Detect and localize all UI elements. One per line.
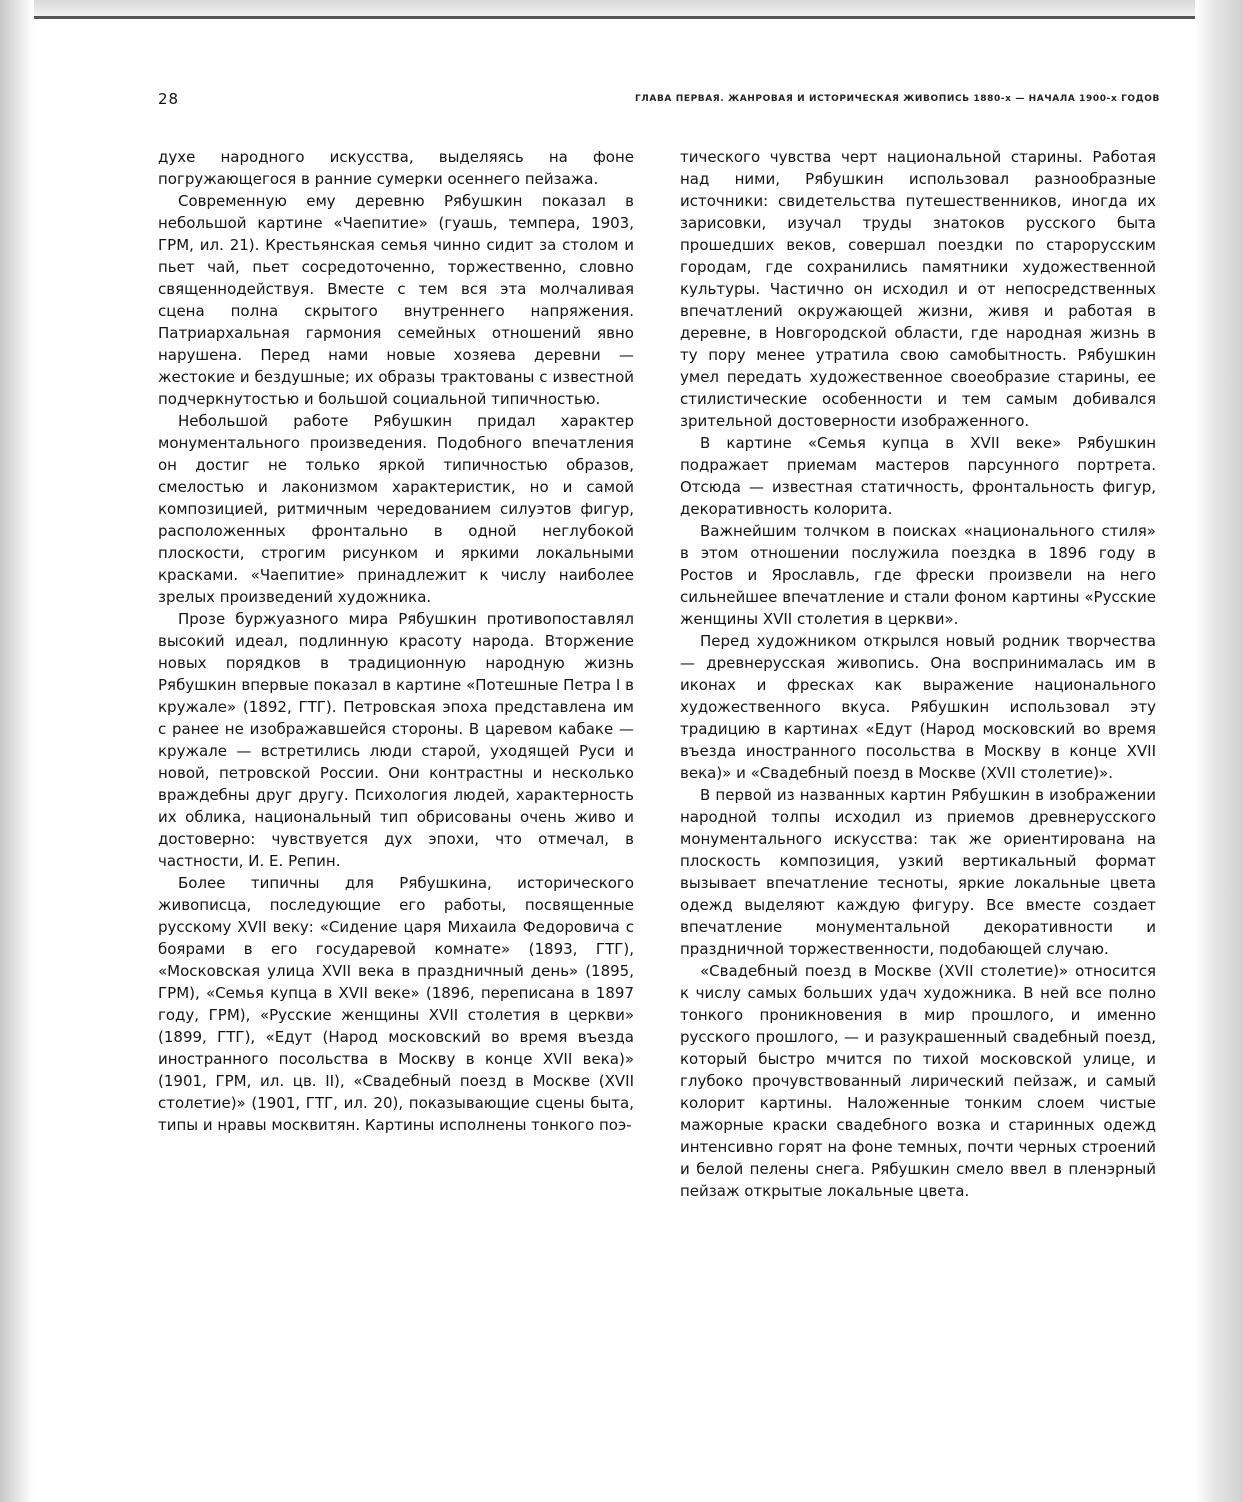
right-column [680,146,1156,1202]
paragraph: Более типичны для Рябушкина, исторического живописца, последующие его работы, посвященные русскому XVII веку: «Сидение царя Михаила Федоровича с боярами в его государевой комнате» (1893, ГТГ), «Московская улица XVII века в праздничный день» (1895, ГРМ), «Семья купца в XVII веке» (1896, переписана в 1897 году, ГРМ), «Русские женщины XVII столетия в церкви» (1899, ГТГ), «Едут (Народ московский во время въезда иностранного посольства в Москву в конце XVII века)» (1901, ГРМ, ил. цв. II), «Свадебный поезд в Москве (XVII столетие)» (1901, ГТГ, ил. 20), показывающие сцены быта, типы и нравы москвитян. Картины исполнены тонкого поэ- [158,874,634,1134]
running-head: ГЛАВА ПЕРВАЯ. ЖАНРОВАЯ И ИСТОРИЧЕСКАЯ ЖИВОПИСЬ 1880-х — НАЧАЛА 1900-х ГОДОВ [634,94,1160,104]
paragraph: духе народного искусства, выделяясь на фоне погружающегося в ранние сумерки осеннего пейзажа. [158,148,634,188]
paragraph: Важнейшим толчком в поисках «национального стиля» в этом отношении послужила поездка в 1896 году в Ростов и Ярославль, где фрески произвели на него сильнейшее впечатление и стали фоном картины «Русские женщины XVII столетия в церкви». [680,522,1156,628]
paragraph: В первой из названных картин Рябушкин в изображении народной толпы исходил из приемов древнерусского монументального искусства: так же ориентирована на плоскость композиция, узкий вертикальный формат вызывает впечатление тесноты, яркие локальные цвета одежд выделяют каждую фигуру. Все вместе создает впечатление монументальной декоративности и праздничной торжественности, подобающей случаю. [680,786,1156,958]
paragraph: Небольшой работе Рябушкин придал характер монументального произведения. Подобного впечатления он достиг не только яркой типичностью образов, смелостью и лаконизмом характеристик, но и самой композицией, ритмичным чередованием силуэтов фигур, расположенных фронтально в одной неглубокой плоскости, строгим рисунком и яркими локальными красками. «Чаепитие» принадлежит к числу наиболее зрелых произведений художника. [158,412,634,606]
paragraph: тического чувства черт национальной старины. Работая над ними, Рябушкин использовал разнообразные источники: свидетельства путешественников, иногда их зарисовки, изучал труды знатоков русского быта прошедших веков, совершал поездки по старорусским городам, где сохранились памятники художественной культуры. Частично он исходил и от непосредственных впечатлений окружающей жизни, живя и работая в деревне, в Новгородской области, где народная жизнь в ту пору менее утратила свою самобытность. Рябушкин умел передать художественное своеобразие старины, ее стилистические особенности и тем самым добивался зрительной достоверности изображенного. [680,148,1156,430]
paragraph: «Свадебный поезд в Москве (XVII столетие)» относится к числу самых больших удач художника. В ней все полно тонкого проникновения в мир прошлого, и именно русского прошлого, — и разукрашенный свадебный поезд, который быстро мчится по тихой московской улице, и глубоко прочувствованный лирический пейзаж, и самый колорит картины. Наложенные тонким слоем чистые мажорные краски свадебного возка и старинных одежд интенсивно горят на фоне темных, почти черных строений и белой пелены снега. Рябушкин смело ввел в пленэрный пейзаж открытые локальные цвета. [680,962,1156,1200]
paragraph: В картине «Семья купца в XVII веке» Рябушкин подражает приемам мастеров парсунного портрета. Отсюда — известная статичность, фронтальность фигур, декоративность колорита. [680,434,1156,518]
paragraph: Современную ему деревню Рябушкин показал в небольшой картине «Чаепитие» (гуашь, темпера, 1903, ГРМ, ил. 21). Крестьянская семья чинно сидит за столом и пьет чай, пьет сосредоточенно, торжественно, словно священнодействуя. Вместе с тем вся эта молчаливая сцена полна скрытого внутреннего напряжения. Патриархальная гармония семейных отношений явно нарушена. Перед нами новые хозяева деревни — жестокие и бездушные; их образы трактованы с известной подчеркнутостью и большой социальной типичностью. [158,192,634,408]
page-number: 28 [158,90,180,108]
paragraph: Перед художником открылся новый родник творчества — древнерусская живопись. Она воспринималась им в иконах и фресках как выражение национального художественного вкуса. Рябушкин использовал эту традицию в картинах «Едут (Народ московский во время въезда иностранного посольства в Москву в конце XVII века)» и «Свадебный поезд в Москве (XVII столетие)». [680,632,1156,782]
paragraph: Прозе буржуазного мира Рябушкин противопоставлял высокий идеал, подлинную красоту народа. Вторжение новых порядков в традиционную народную жизнь Рябушкин впервые показал в картине «Потешные Петра I в кружале» (1892, ГТГ). Петровская эпоха представлена им с ранее не изображавшейся стороны. В царевом кабаке — кружале — встретились люди старой, уходящей Руси и новой, петровской России. Они контрастны и несколько враждебны друг другу. Психология людей, характерность их облика, национальный тип обрисованы очень живо и достоверно: чувствуется дух эпохи, что отмечал, в частности, И. Е. Репин. [158,610,634,870]
left-column [158,146,634,1136]
